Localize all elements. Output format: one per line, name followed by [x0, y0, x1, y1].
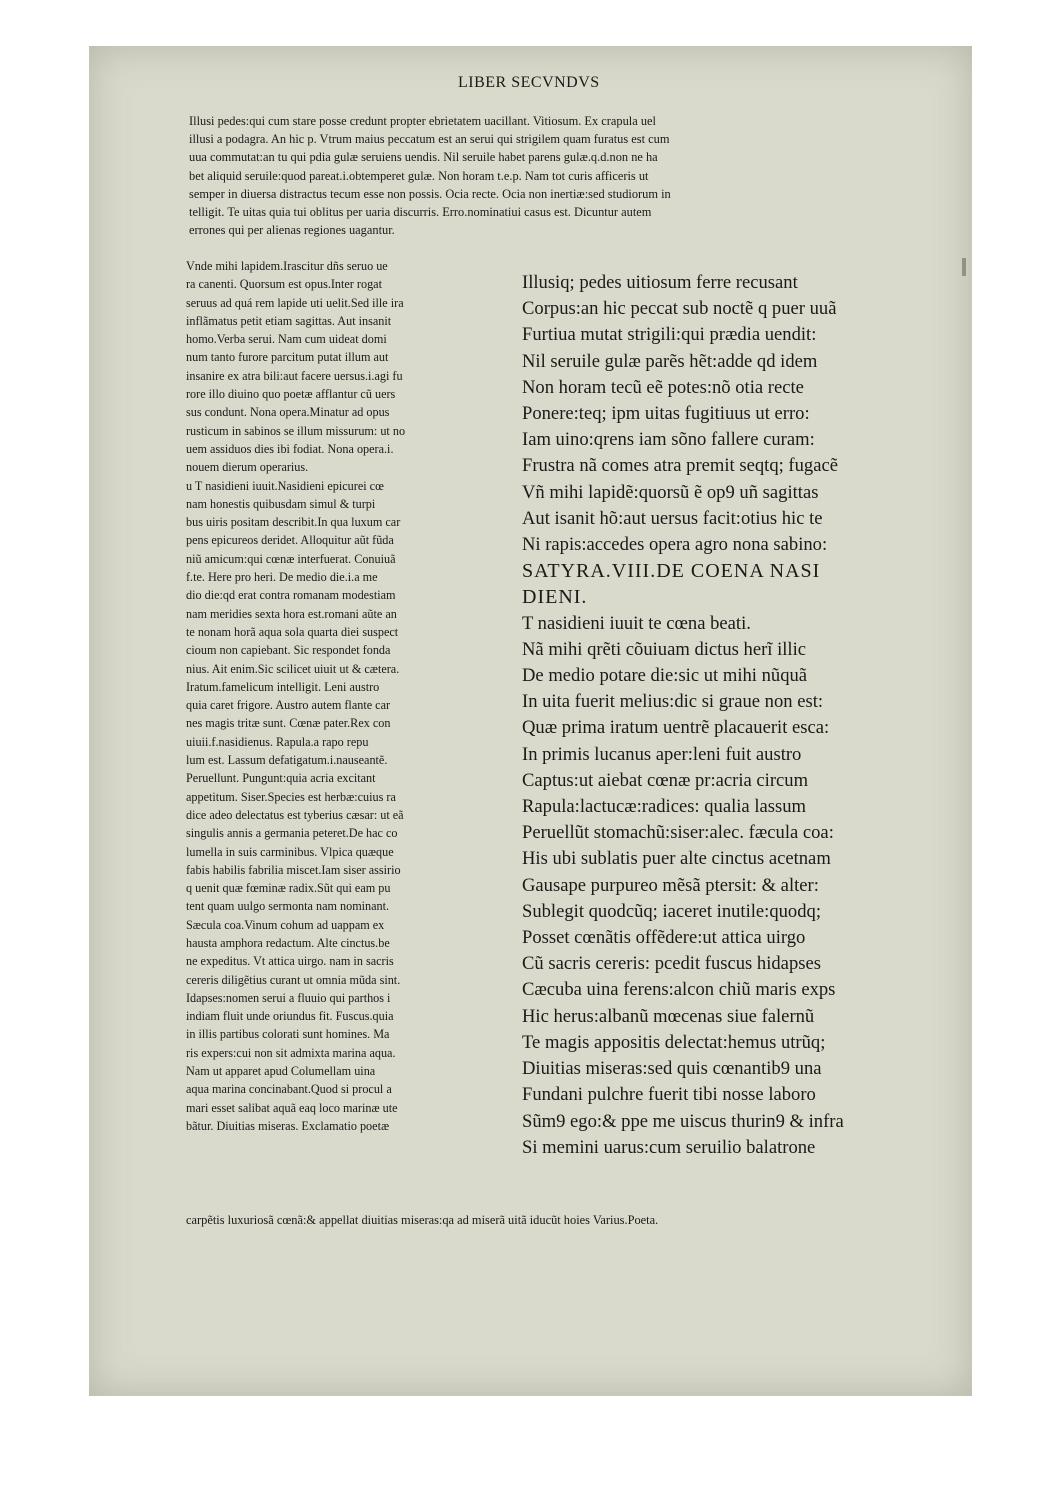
text-line: in illis partibus colorati sunt homines. Ma: [186, 1027, 390, 1042]
satire-title: SATYRA.VIII.DE COENA NASI: [522, 560, 821, 583]
margin-mark: [962, 258, 966, 276]
verse-line: Frustra nã comes atra premit seqtq; fugacẽ: [522, 455, 838, 477]
text-line: u T nasidieni iuuit.Nasidieni epicurei cœ: [186, 478, 384, 493]
text-line: te nonam horã aqua sola quarta diei suspect: [186, 624, 399, 639]
text-line: hausta amphora redactum. Alte cinctus.be: [186, 935, 390, 950]
commentary-column: [186, 257, 514, 1135]
text-line: bus uiris positam describit.In qua luxum car: [186, 515, 401, 530]
text-line: bãtur. Diuitias miseras. Exclamatio poetæ: [186, 1118, 390, 1133]
text-line: nam honestis quibusdam simul & turpi: [186, 496, 376, 511]
text-line: mari esset salibat aquã eaq loco marinæ ute: [186, 1100, 398, 1115]
text-line: ne expeditus. Vt attica uirgo. nam in sacris: [186, 954, 394, 969]
text-line: uiuii.f.nasidienus. Rapula.a rapo repu: [186, 734, 369, 749]
verse-line: Sũm9 ego:& ppe me uiscus thurin9 & infra: [522, 1110, 844, 1132]
verse-line: Posset cœnãtis offẽdere:ut attica uirgo: [522, 927, 806, 949]
text-line: dice adeo delectatus est tyberius cæsar: ut eã: [186, 807, 404, 822]
verse-line: Ni rapis:accedes opera agro nona sabino:: [522, 534, 828, 556]
text-line: insanire ex atra bili:aut facere uersus.i.agi fu: [186, 368, 403, 383]
text-line: num tanto furore parcitum putat illum aut: [186, 350, 389, 365]
text-line: q uenit quæ fœminæ radix.Sũt qui eam pu: [186, 881, 391, 896]
text-line: uem assiduos dies ibi fodiat. Nona opera.i.: [186, 441, 394, 456]
verse-line: Cæcuba uina ferens:alcon chiũ maris exps: [522, 979, 836, 1001]
text-line: Peruellunt. Pungunt:quia acria excitant: [186, 771, 376, 786]
text-line: tent quam uulgo sermonta nam nominant.: [186, 899, 390, 914]
verse-line: Si memini uarus:cum seruilio balatrone: [522, 1136, 816, 1158]
verse-line: Iam uino:qrens iam sõno fallere curam:: [522, 429, 815, 451]
verse-line: Cũ sacris cereris: pcedit fuscus hidapses: [522, 953, 821, 975]
verse-line: Te magis appositis delectat:hemus utrũq;: [522, 1031, 826, 1053]
text-line: cereris diligẽtius curant ut omnia mũda sint.: [186, 972, 401, 987]
text-line: Vnde mihi lapidem.Irascitur dñs seruo ue: [186, 259, 388, 273]
verse-line: Gausape purpureo mẽsã ptersit: & alter:: [522, 874, 819, 896]
text-line: sus condunt. Nona opera.Minatur ad opus: [186, 405, 390, 420]
verse-line: De medio potare die:sic ut mihi nũquã: [522, 665, 808, 687]
text-line: cioum non capiebant. Sic respondet fonda: [186, 643, 391, 658]
text-line: aqua marina concinabant.Quod si procul a: [186, 1082, 392, 1097]
text-line: errones qui per alienas regiones uagantur.: [189, 223, 395, 238]
text-line: indiam fluit unde oriundus fit. Fuscus.quia: [186, 1009, 394, 1024]
text-line: seruus ad quá rem lapide uti uelit.Sed ille ira: [186, 295, 404, 310]
text-line: singulis annis a germania peteret.De hac co: [186, 826, 398, 841]
text-line: Nam ut apparet apud Columellam uina: [186, 1064, 376, 1079]
verse-line: Peruellũt stomachũ:siser:alec. fæcula coa:: [522, 822, 834, 844]
text-line: semper in diuersa distractus tecum esse non possis. Ocia recte. Ocia non inertiæ:sed studiorum in: [189, 186, 671, 201]
text-line: nius. Ait enim.Sic scilicet uiuit ut & cætera.: [186, 661, 400, 676]
text-line: appetitum. Siser.Species est herbæ:cuius ra: [186, 789, 396, 804]
verse-line: In uita fuerit melius:dic si graue non est:: [522, 691, 824, 713]
verse-line: Non horam tecũ eẽ potes:nõ otia recte: [522, 376, 804, 398]
verse-line: Quæ prima iratum uentrẽ placauerit esca:: [522, 717, 830, 739]
verse-line: Rapula:lactucæ:radices: qualia lassum: [522, 796, 806, 818]
verse-line: Aut isanit hõ:aut uersus facit:otius hic te: [522, 507, 823, 529]
verse-line: Vñ mihi lapidẽ:quorsũ ẽ op9 uñ sagittas: [522, 481, 819, 503]
satire-title-cont: DIENI.: [522, 586, 588, 609]
verse-line: In primis lucanus aper:leni fuit austro: [522, 743, 802, 765]
verse-line: Furtiua mutat strigili:qui prædia uendit:: [522, 324, 817, 346]
text-line: niũ amicum:qui cœnæ interfuerat. Conuiuã: [186, 551, 396, 566]
text-line: lum est. Lassum defatigatum.i.nauseantẽ.: [186, 753, 388, 768]
text-line: telligit. Te uitas quia tui oblitus per uaria discurris. Erro.nominatiui casus est. Dicuntur autem: [189, 205, 652, 220]
text-line: ris expers:cui non sit admixta marina aqua.: [186, 1045, 396, 1060]
verse-line: Hic herus:albanũ mœcenas siue falernũ: [522, 1005, 815, 1027]
text-line: quia caret frigore. Austro autem flante car: [186, 698, 391, 713]
text-line: lumella in suis carminibus. Vlpica quæque: [186, 844, 394, 859]
text-line: nes magis tritæ sunt. Cœnæ pater.Rex con: [186, 716, 391, 731]
text-line: rusticum in sabinos se illum missurum: ut no: [186, 423, 406, 438]
text-line: inflãmatus petit etiam sagittas. Aut insanit: [186, 313, 392, 328]
verse-line: Nil seruile gulæ parẽs hẽt:adde qd idem: [522, 350, 818, 372]
verse-line: Nã mihi qrẽti cõuiuam dictus herĩ illic: [522, 638, 806, 660]
text-line: rore illo diuino quo poetæ afflantur cũ uers: [186, 387, 396, 402]
verse-line: His ubi sublatis puer alte cinctus acetnam: [522, 848, 831, 870]
text-line: Iratum.famelicum intelligit. Leni austro: [186, 679, 380, 694]
text-line: ra canenti. Quorsum est opus.Inter rogat: [186, 277, 382, 292]
commentary-top-block: [189, 112, 907, 239]
running-header: LIBER SECVNDVS: [458, 74, 600, 91]
verse-line: Ponere:teq; ipm uitas fugitiuus ut erro:: [522, 403, 810, 425]
text-line: bet aliquid seruile:quod pareat.i.obtemperet gulæ. Non horam t.e.p. Nam tot curis afficeris ut: [189, 168, 649, 183]
text-line: fabis habilis fabrilia miscet.Iam siser assirio: [186, 862, 401, 877]
text-line: Sæcula coa.Vinum cohum ad uappam ex: [186, 917, 385, 932]
verse-line: T nasidieni iuuit te cœna beati.: [522, 612, 751, 634]
verse-line: Diuitias miseras:sed quis cœnantib9 una: [522, 1058, 822, 1080]
text-line: f.te. Here pro heri. De medio die.i.a me: [186, 570, 378, 585]
verse-line: Fundani pulchre fuerit tibi nosse laboro: [522, 1084, 816, 1106]
commentary-footer-line: carpẽtis luxuriosã cœnã:& appellat diuitias miseras:qa ad miserã uitã iducũt hoies Varius.Poeta.: [186, 1213, 659, 1227]
verse-line: Captus:ut aiebat cœnæ pr:acria circum: [522, 769, 809, 791]
verse-line: Corpus:an hic peccat sub noctẽ q puer uuã: [522, 298, 837, 320]
verse-line: Sublegit quodcũq; iaceret inutile:quodq;: [522, 900, 821, 922]
text-line: illusi a podagra. An hic p. Vtrum maius peccatum est an serui qui strigilem quam furatus est cum: [189, 132, 670, 147]
text-line: homo.Verba serui. Nam cum uideat domi: [186, 332, 387, 347]
text-line: nouem dierum operarius.: [186, 460, 309, 475]
text-line: nam meridies sexta hora est.romani aũte an: [186, 606, 397, 621]
text-line: Idapses:nomen serui a fluuio qui parthos i: [186, 990, 391, 1005]
text-line: Illusi pedes:qui cum stare posse credunt propter ebrietatem uacillant. Vitiosum. Ex crapula uel: [189, 114, 656, 128]
text-line: pens epicureos deridet. Alloquitur aũt fũda: [186, 533, 394, 548]
text-line: uua commutat:an tu qui pdia gulæ seruiens uendis. Nil seruile habet parens gulæ.q.d.non ne ha: [189, 150, 658, 165]
verse-column: [522, 270, 912, 1161]
verse-line: Illusiq; pedes uitiosum ferre recusant: [522, 272, 798, 293]
text-line: dio die:qd erat contra romanam modestiam: [186, 588, 396, 603]
